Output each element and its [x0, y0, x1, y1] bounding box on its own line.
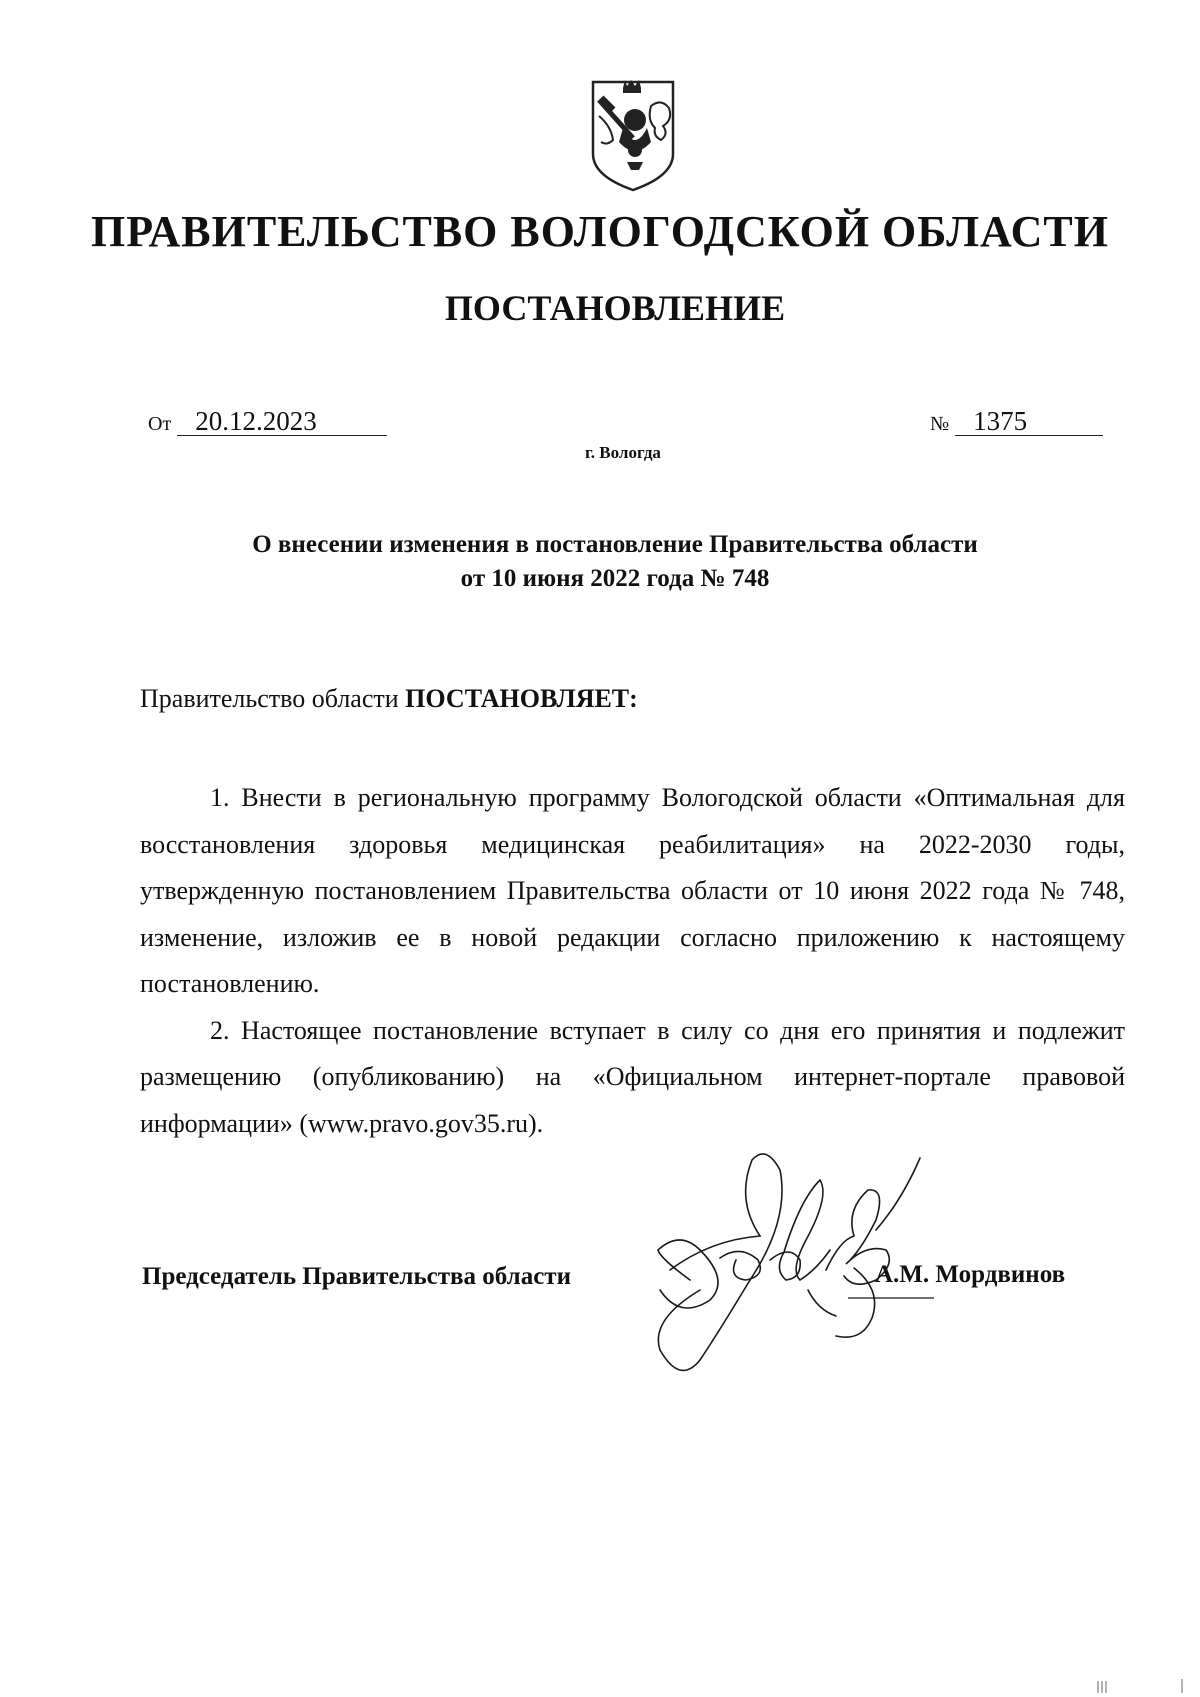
- subject-line: от 10 июня 2022 года № 748: [460, 565, 770, 592]
- city: г. Вологда: [585, 443, 661, 462]
- preamble: [140, 683, 638, 714]
- handwritten-signature-icon: [640, 1140, 940, 1390]
- preamble-emphasis: ПОСТАНОВЛЯЕТ:: [405, 684, 638, 713]
- number-field: [930, 408, 1103, 436]
- date-field: [148, 408, 387, 436]
- clause: 1. Внести в региональную программу Вологодской области «Оптимальная для восстановления здоровья медицинская реабилитация» на 2022-2030 годы, утвержденную постановлением Правительства области от 10 июня 2022 года № 748, изменение, изложив ее в новой редакции согласно приложению к настоящему постановлению.: [140, 783, 1125, 998]
- document-type: ПОСТАНОВЛЕНИЕ: [444, 288, 786, 328]
- number-value: 1375: [955, 408, 1103, 436]
- document-subject: [0, 528, 1200, 596]
- date-label: От: [148, 413, 172, 435]
- signatory-role: Председатель Правительства области: [142, 1263, 571, 1290]
- scan-marks: [1092, 1679, 1192, 1693]
- coat-of-arms-icon: [589, 76, 677, 194]
- signatory-name: А.М. Мордвинов: [875, 1261, 1066, 1288]
- document-body: [140, 775, 1125, 1147]
- subject-line: О внесении изменения в постановление Правительства области: [252, 531, 978, 558]
- date-value: 20.12.2023: [177, 408, 387, 436]
- number-label: №: [930, 413, 950, 435]
- preamble-text: Правительство области: [140, 684, 406, 713]
- clause: 2. Настоящее постановление вступает в силу со дня его принятия и подлежит размещению (опубликованию) на «Официальном интернет-портале правовой информации» (www.pravo.gov35.ru).: [140, 1015, 1125, 1138]
- organization-title: ПРАВИТЕЛЬСТВО ВОЛОГОДСКОЙ ОБЛАСТИ: [91, 207, 1109, 256]
